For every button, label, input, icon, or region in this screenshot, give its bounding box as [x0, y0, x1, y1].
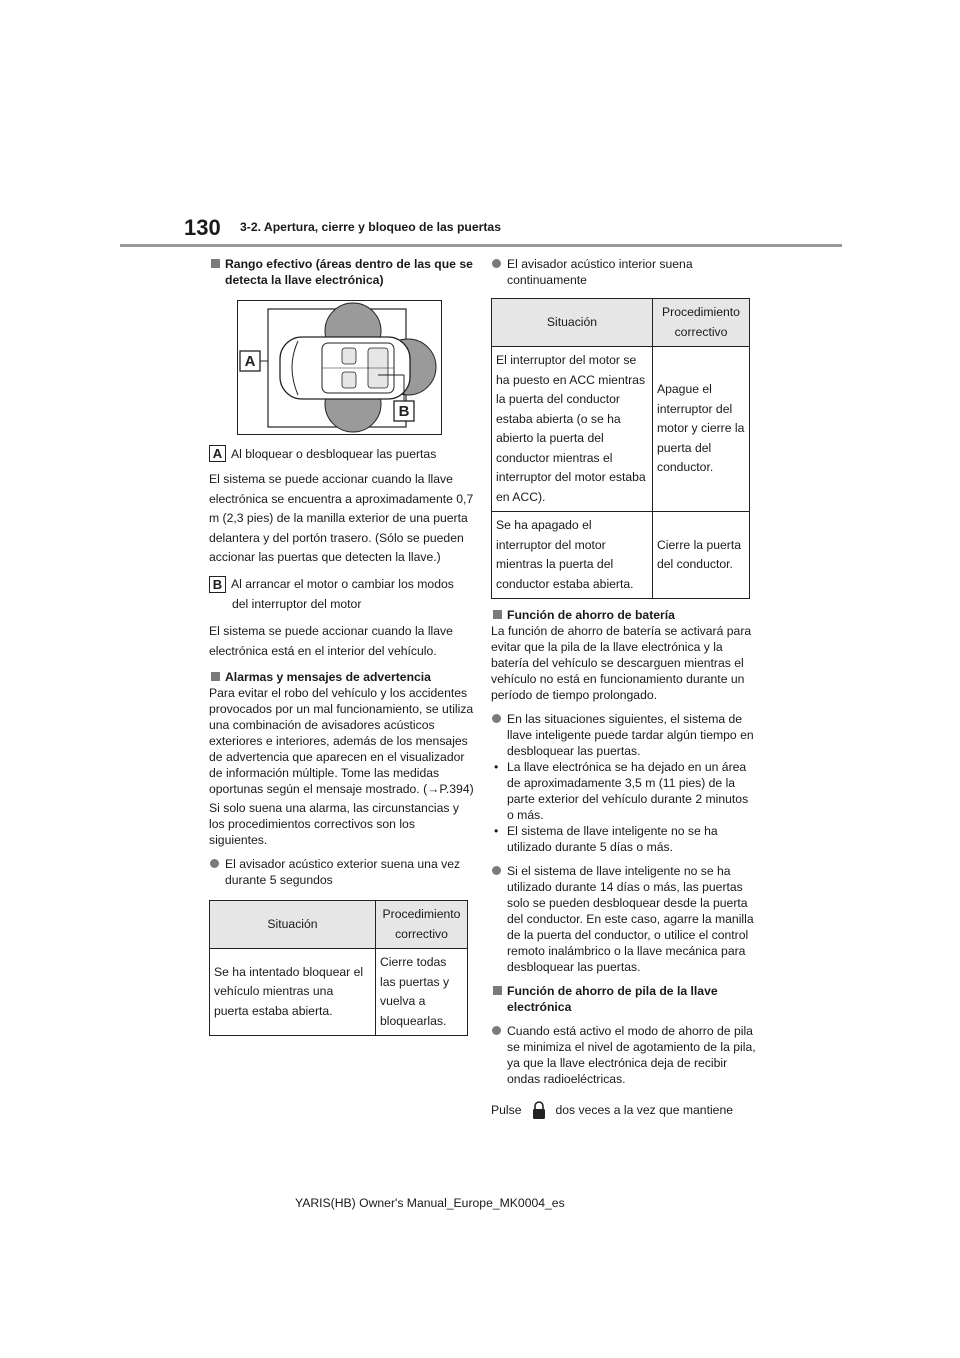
table-row — [210, 949, 468, 1036]
situations-bullet: En las situaciones siguientes, el sistema de llave inteligente puede tardar algún tiempo en desbloquear las puertas. — [491, 711, 756, 759]
table1-col-situation: Situación — [210, 901, 376, 949]
lock-icon — [528, 1099, 550, 1121]
legend-b-text2: del interruptor del motor — [232, 596, 362, 611]
legend-b-badge: B — [209, 576, 226, 593]
table2-row1-procedure: Apague el interruptor del motor y cierre la puerta del conductor. — [653, 347, 750, 512]
table-row — [492, 512, 750, 599]
table1-col-procedure: Procedimiento correctivo — [376, 901, 468, 949]
unused-bullet: Si el sistema de llave inteligente no se ha utilizado durante 14 días o más, las puertas solo se pueden desbloquear desde la puerta del conductor. En este caso, agarre la manilla de la puerta del conductor, o utilice el control remoto inalámbrico o la llave mecánica para desbloquear las puertas. — [491, 863, 756, 975]
footer-text: YARIS(HB) Owner's Manual_Europe_MK0004_es — [295, 1196, 565, 1210]
exterior-buzzer-table — [209, 900, 468, 1036]
table-row — [492, 347, 750, 512]
car-diagram — [238, 301, 441, 434]
range-heading: Rango efectivo (áreas dentro de las que se detecta la llave electrónica) — [209, 256, 474, 288]
table2-col-procedure: Procedimiento correctivo — [653, 299, 750, 347]
figure-label-a: A — [244, 353, 256, 370]
figure-label-b: B — [398, 403, 410, 420]
pila-bullet: Cuando está activo el modo de ahorro de pila se minimiza el nivel de agotamiento de la pila, ya que la llave electrónica deja de recibir ondas radioeléctricas. — [491, 1023, 756, 1087]
section-title: 3-2. Apertura, cierre y bloqueo de las puertas — [240, 220, 501, 234]
table2-row2-situation: Se ha apagado el interruptor del motor mientras la puerta del conductor estaba abierta. — [492, 512, 653, 599]
legend-b — [209, 576, 474, 593]
alarm-paragraph-2: Si solo suena una alarma, las circunstancias y los procedimientos correctivos son los siguientes. — [209, 801, 459, 847]
situation-sub-1: • La llave electrónica se ha dejado en un área de aproximadamente 3,5 m (11 pies) de la parte exterior del vehículo durante 2 minutos o más. — [491, 759, 756, 823]
pila-heading: Función de ahorro de pila de la llave electrónica — [491, 983, 756, 1015]
situation-sub-2: • El sistema de llave inteligente no se ha utilizado durante 5 días o más. — [491, 823, 756, 855]
table2-col-situation: Situación — [492, 299, 653, 347]
table1-row1-procedure: Cierre todas las puertas y vuelva a bloquearlas. — [376, 949, 468, 1036]
alarm-paragraph: Para evitar el robo del vehículo y los accidentes provocados por un mal funcionamiento, se utiliza una combinación de avisadores acústicos exteriores e interiores, además de los mensajes de advertencia que aparecen en el visualizador de información múltiple. Tome las medidas oportunas según el mensaje mostrado. (→P.394) — [209, 686, 474, 796]
page-number: 130 — [184, 215, 221, 240]
legend-a-badge: A — [209, 445, 226, 462]
range-figure — [237, 300, 442, 435]
interior-buzzer-table — [491, 298, 750, 599]
table2-row2-procedure: Cierre la puerta del conductor. — [653, 512, 750, 599]
alarm-heading: Alarmas y mensajes de advertencia — [209, 669, 474, 685]
legend-a — [209, 445, 474, 462]
table2-row1-situation: El interruptor del motor se ha puesto en ACC mientras la puerta del conductor estaba abierta (o se ha abierto la puerta del conductor mientras el interruptor del motor estaba en ACC). — [492, 347, 653, 512]
pulse-word: Pulse — [491, 1103, 522, 1117]
battery-heading: Función de ahorro de batería — [491, 607, 756, 623]
left-column — [209, 256, 474, 1036]
pulse-line — [491, 1099, 756, 1121]
table1-row1-situation: Se ha intentado bloquear el vehículo mientras una puerta estaba abierta. — [210, 949, 376, 1036]
header-divider — [120, 244, 842, 247]
legend-b-text: Al arrancar el motor o cambiar los modos — [231, 577, 454, 591]
pulse-rest: dos veces a la vez que mantiene — [555, 1103, 734, 1117]
legend-a-text: Al bloquear o desbloquear las puertas — [231, 446, 437, 461]
exterior-buzzer-bullet: El avisador acústico exterior suena una vez durante 5 segundos — [209, 856, 474, 888]
para-a: El sistema se puede accionar cuando la llave electrónica se encuentra a aproximadamente 0,7 m (2,3 pies) de la manilla exterior de una puerta delantera y del portón trasero. (Sólo se pueden accionar las puertas que detecten la llave.) — [209, 472, 474, 564]
battery-paragraph: La función de ahorro de batería se activará para evitar que la pila de la llave electrónica y la batería del vehículo se descarguen mientras el vehículo no está en funcionamiento durante un período de tiempo prolongado. — [491, 624, 752, 702]
right-column — [491, 256, 756, 1121]
para-b: El sistema se puede accionar cuando la llave electrónica está en el interior del vehículo. — [209, 624, 453, 658]
interior-buzzer-bullet: El avisador acústico interior suena continuamente — [491, 256, 756, 288]
